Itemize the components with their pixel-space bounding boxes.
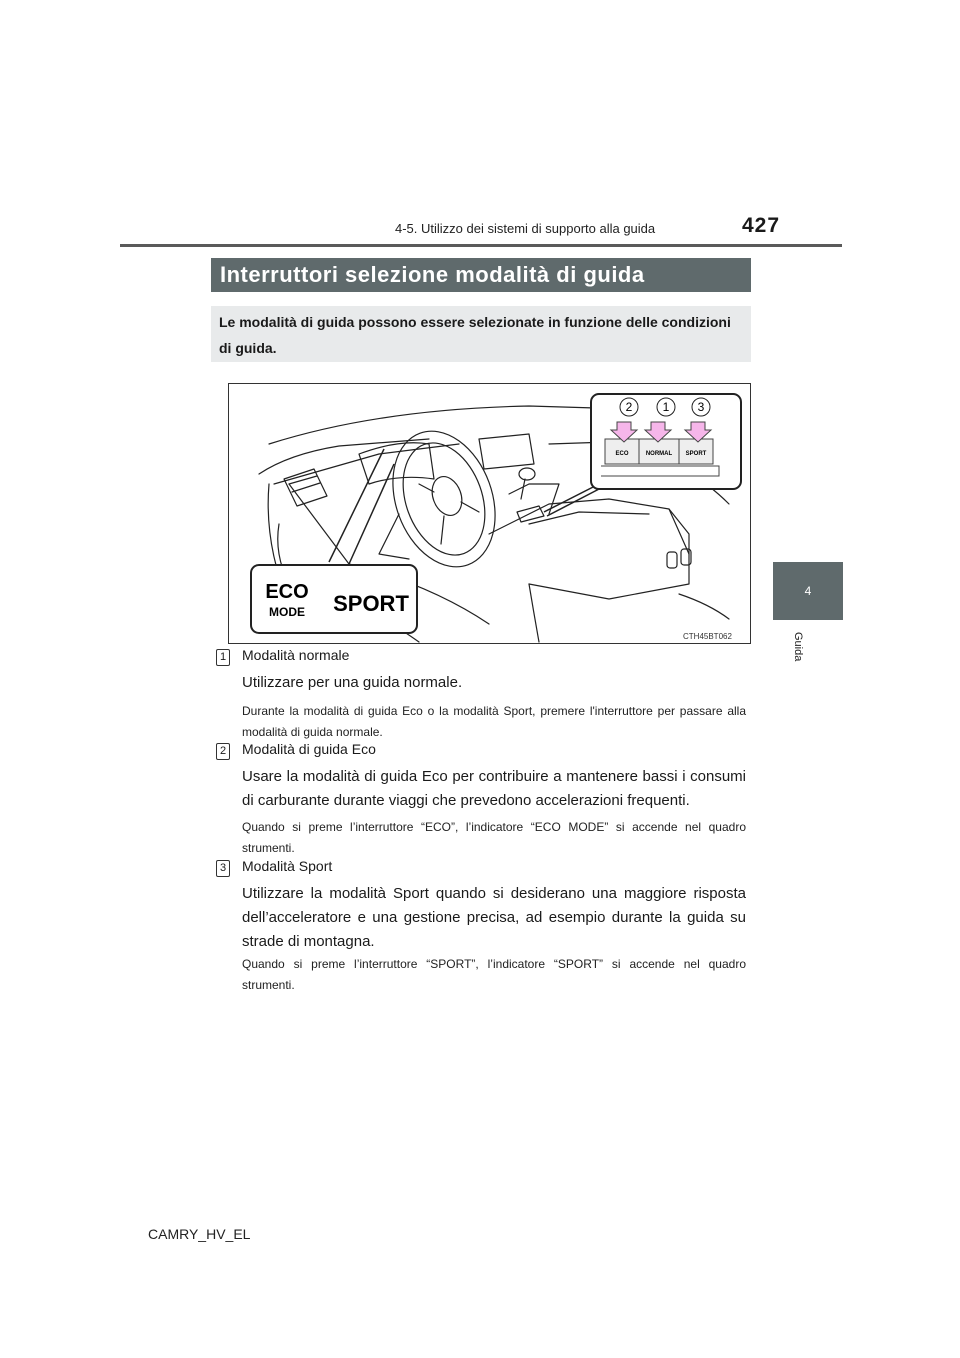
item-number-badge: 1 [216,649,230,666]
mode-indicator-label: MODE [269,605,305,619]
dashboard-illustration [228,383,751,644]
section-title: Interruttori selezione modalità di guida [211,258,751,292]
intro-text: Le modalità di guida possono essere selezionate in funzione delle condizioni di guida. [211,306,751,362]
item-body: Usare la modalità di guida Eco per contribuire a mantenere bassi i consumi di carburante durante viaggi che prevedono accelerazioni frequenti. [242,768,746,809]
item-title: Modalità Sport [242,858,333,874]
chapter-tab: 4 [773,562,843,620]
item-note: Quando si preme l’interruttore “SPORT”, l’indicatore “SPORT” si accende nel quadro strumenti. [242,957,746,992]
normal-switch-label: NORMAL [645,451,673,457]
callout-label: 1 [662,400,670,414]
page-number: 427 [742,214,781,237]
header-section-title: 4-5. Utilizzo dei sistemi di supporto alla guida [395,221,656,236]
footer-model-code: CAMRY_HV_EL [148,1226,251,1242]
item-number-badge: 2 [216,743,230,760]
item-number-badge: 3 [216,860,230,877]
item-title: Modalità normale [242,647,350,663]
sport-indicator-label: SPORT [333,591,409,616]
item-title: Modalità di guida Eco [242,741,376,757]
item-note: Quando si preme l’interruttore “ECO”, l’indicatore “ECO MODE” si accende nel quadro strumenti. [242,820,746,855]
switch-inset [591,394,741,489]
item-note: Durante la modalità di guida Eco o la modalità Sport, premere l'interruttore per passare alla modalità di guida normale. [242,704,746,739]
eco-switch-label: ECO [615,451,629,457]
header-divider [120,244,842,247]
dashboard-drawing [229,384,751,644]
indicator-inset [251,565,417,633]
callout-label: 3 [697,400,705,414]
sport-switch-label: SPORT [685,451,707,457]
item-body: Utilizzare la modalità Sport quando si desiderano una maggiore risposta dell’acceleratore e una gestione precisa, ad esempio durante la guida su strade di montagna. [242,885,746,950]
chapter-label: Guida [792,632,804,662]
callout-label: 2 [625,400,633,414]
item-body: Utilizzare per una guida normale. [242,674,463,691]
figure-code: CTH45BT062 [683,632,732,641]
eco-indicator-label: ECO [265,581,309,603]
